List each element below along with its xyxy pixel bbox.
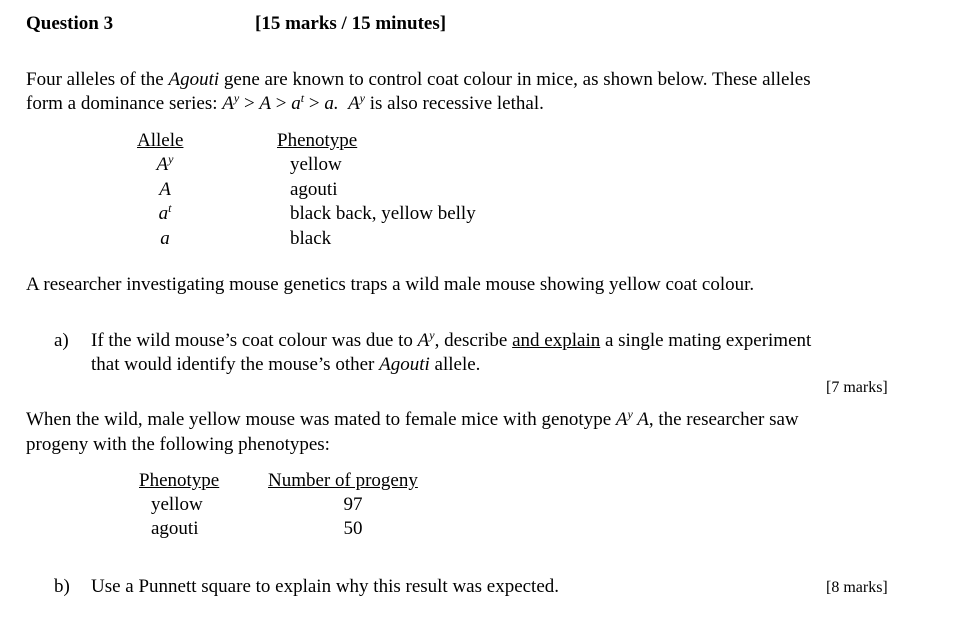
- question-number: Question 3: [26, 13, 114, 34]
- phenotype-cell: black: [290, 228, 332, 249]
- part-b-marks: [8 marks]: [826, 579, 888, 596]
- progeny-phenotype-header: Phenotype: [139, 470, 220, 491]
- progeny-count-cell: 50: [343, 518, 363, 539]
- allele-cell: a: [160, 228, 170, 249]
- part-a-line-1: If the wild mouse’s coat colour was due to $A^y$, describe and explain a single mating experiment: [91, 328, 812, 351]
- phenotype-cell: black back, yellow belly: [290, 203, 476, 224]
- allele-header: Allele: [137, 130, 184, 151]
- allele-cell: $a^t$: [158, 201, 172, 224]
- progeny-count-header: Number of progeny: [268, 470, 418, 491]
- part-a-label: a): [54, 330, 69, 351]
- marks-time: [15 marks / 15 minutes]: [255, 13, 447, 34]
- intro-line-2: form a dominance series: $A^y > A > a^t > a$. $A^y$ is also recessive lethal.: [26, 91, 544, 114]
- intro-line-1: Four alleles of the Agouti gene are known to control coat colour in mice, as shown below. These alleles: [26, 69, 811, 90]
- allele-cell: A: [159, 179, 171, 200]
- phenotype-cell: agouti: [290, 179, 338, 200]
- part-b-text: Use a Punnett square to explain why this result was expected.: [91, 576, 560, 597]
- part-a-line-2: that would identify the mouse’s other Agouti allele.: [91, 354, 481, 375]
- mating-line-1: When the wild, male yellow mouse was mated to female mice with genotype $A^y$ A, the researcher saw: [26, 407, 799, 430]
- part-a-marks: [7 marks]: [826, 379, 888, 396]
- mating-line-2: progeny with the following phenotypes:: [26, 434, 330, 455]
- allele-cell: $A^y$: [156, 152, 174, 175]
- phenotype-header: Phenotype: [277, 130, 358, 151]
- progeny-count-cell: 97: [343, 494, 363, 515]
- progeny-phenotype-cell: yellow: [151, 494, 203, 515]
- progeny-phenotype-cell: agouti: [151, 518, 199, 539]
- researcher-text: A researcher investigating mouse genetics traps a wild male mouse showing yellow coat colour.: [26, 274, 755, 295]
- phenotype-cell: yellow: [290, 154, 342, 175]
- part-b-label: b): [54, 576, 70, 597]
